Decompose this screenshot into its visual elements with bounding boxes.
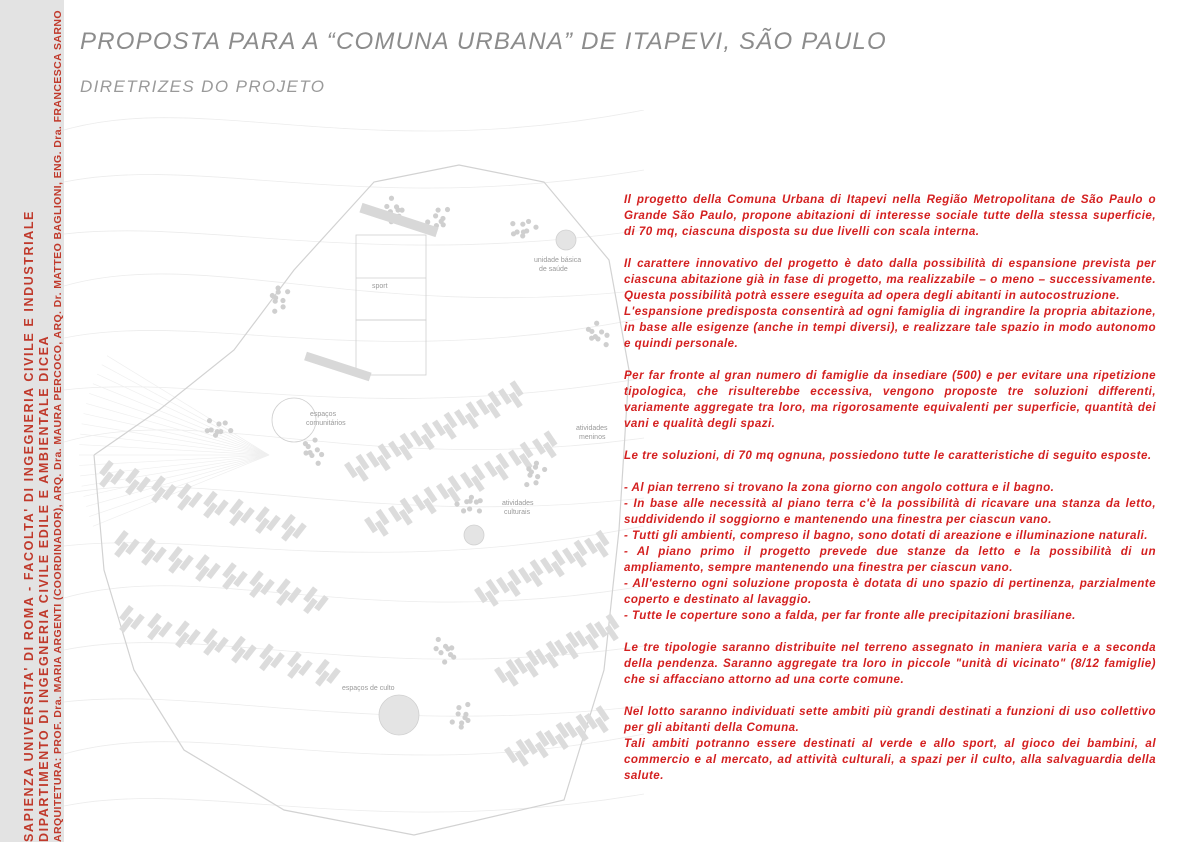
housing-cluster (460, 464, 491, 496)
housing-cluster (170, 620, 201, 652)
housing-cluster (364, 509, 395, 541)
label-culto: espaços de culto (342, 685, 395, 692)
tree (542, 467, 547, 472)
tree (524, 482, 529, 487)
tree (436, 637, 441, 642)
tree (384, 204, 389, 209)
tree (216, 421, 221, 426)
paragraph-expansion: L'espansione predisposta consentirà ad ogni famiglia di ingrandire la propria abitazione, in base alle esigenze (anche in tempi diversi), e realizzare tale spazio in modo autonomo e quindi personale. (624, 305, 1156, 350)
tree (273, 299, 278, 304)
linear-blocks (304, 203, 438, 381)
university-line: SAPIENZA UNIVERSITA' DI ROMA - FACOLTA' DI INGEGNERIA CIVILE E INDUSTRIALE (22, 210, 36, 842)
tree (218, 429, 223, 434)
housing-cluster (436, 475, 467, 507)
tree (309, 453, 314, 458)
tree (534, 461, 539, 466)
tree (467, 506, 472, 511)
paragraph-intro: Il progetto della Comuna Urbana di Itapevi nella Região Metropolitana de São Paulo o Grande São Paulo, propone abitazioni di interesse sociale tutte della stessa superficie, di 70 mq, ciascuna disposta su due livelli con scala interna. (624, 193, 1156, 238)
housing-cluster (109, 530, 140, 562)
label-meninos: atividades (576, 425, 608, 432)
housing-cluster (532, 430, 563, 462)
ray-line (89, 393, 269, 455)
housing-cluster (388, 498, 419, 530)
tree (394, 204, 399, 209)
list-item: - Tutte le coperture sono a falda, per far fronte alle precipitazioni brasiliane. (624, 609, 1076, 622)
tree (434, 646, 439, 651)
tree (526, 466, 531, 471)
tree (303, 450, 308, 455)
ray-line (93, 384, 269, 455)
tree (604, 342, 609, 347)
contour-line (64, 170, 644, 188)
tree (280, 304, 285, 309)
housing-cluster (226, 636, 257, 668)
project-description (624, 192, 1156, 800)
housing-cluster (412, 486, 443, 518)
contour-line (64, 378, 644, 398)
label-sport: sport (372, 283, 388, 290)
terrain-contours (64, 110, 644, 812)
housing-cluster (190, 554, 221, 586)
list-item: - All'esterno ogni soluzione proposta è dotata di uno spazio di pertinenza, parzialmente coperto e destinato al lavaggio. (624, 577, 1156, 606)
housing-cluster (584, 705, 615, 737)
housing-cluster (198, 628, 229, 660)
tree (205, 428, 210, 433)
tree (441, 222, 446, 227)
site-plan (64, 110, 644, 842)
tree (604, 333, 609, 338)
tree (594, 321, 599, 326)
tree (312, 437, 317, 442)
label-culturais-2: culturais (504, 509, 531, 516)
tree (533, 480, 538, 485)
tree (456, 705, 461, 710)
tree (445, 207, 450, 212)
tree (454, 501, 459, 506)
tree (464, 499, 469, 504)
paragraph-solutions: Le tre soluzioni, di 70 mq ognuna, possiedono tutte le caratteristiche di seguito esposte. (624, 449, 1152, 462)
tree (465, 702, 470, 707)
paragraph-typologies: Le tre tipologie saranno distribuite nel terreno assegnato in maniera varia e a seconda della pendenza. Saranno aggregate tra loro in piccole "unità di vicinato" (8/12 famiglie) che si affacciano attorno ad una corte comune. (624, 641, 1156, 686)
sidebar-credits (0, 0, 64, 842)
contour-line (64, 430, 644, 450)
tree (595, 336, 600, 341)
tree (285, 289, 290, 294)
contour-line (64, 794, 644, 812)
tree (449, 645, 454, 650)
label-culturais: atividades (502, 500, 534, 507)
tree (223, 420, 228, 425)
tree (270, 293, 275, 298)
characteristics-list (624, 480, 1156, 624)
tree (451, 655, 456, 660)
tree (599, 329, 604, 334)
tree (438, 650, 443, 655)
ray-line (97, 374, 269, 455)
tree (520, 233, 525, 238)
housing-cluster (114, 605, 145, 637)
contour-line (64, 110, 644, 131)
list-item: - Tutti gli ambienti, compreso il bagno, sono dotati di areazione e illuminazione naturali. (624, 529, 1148, 542)
paragraph-ambits: Nel lotto saranno individuati sette ambiti più grandi destinati a funzioni di uso collettivo per gli abitanti della Comuna. (624, 705, 1156, 734)
tree (316, 461, 321, 466)
contour-line (64, 318, 644, 341)
contour-line (64, 274, 644, 298)
tree (469, 495, 474, 500)
ray-line (93, 455, 269, 526)
housing-cluster (142, 613, 173, 645)
page-title: PROPOSTA PARA A “COMUNA URBANA” DE ITAPEVI, SÃO PAULO (80, 28, 887, 55)
tree (478, 498, 483, 503)
tree (477, 508, 482, 513)
credits-line: ARQUITETURA: PROF. Dra. MARIA ARGENTI (COORDINADOR), ARQ. Dra. MAURA PERCOCO, ARQ. Dr. MATTEO BAGLIONI, ENG. Dra. FRANCESCA SARNO (52, 10, 64, 842)
tree (436, 207, 441, 212)
label-comunitarios: espaços (310, 411, 337, 418)
label-ubs: unidade básica (534, 257, 582, 264)
tree (533, 225, 538, 230)
housing-cluster (244, 570, 275, 602)
tree (511, 231, 516, 236)
tree (443, 644, 448, 649)
tree (456, 711, 461, 716)
tree (315, 447, 320, 452)
ray-line (102, 365, 269, 455)
label-ubs-2: de saúde (539, 266, 568, 273)
tree (450, 719, 455, 724)
tree (319, 452, 324, 457)
housing-cluster (498, 380, 529, 412)
housing-cluster (163, 546, 194, 578)
tree (459, 724, 464, 729)
tree (465, 718, 470, 723)
tree (586, 327, 591, 332)
tree (520, 222, 525, 227)
tree (510, 221, 515, 226)
tree (213, 433, 218, 438)
tree (463, 712, 468, 717)
tree (527, 472, 532, 477)
tree (461, 508, 466, 513)
housing-cluster (310, 659, 341, 691)
housing-cluster (282, 651, 313, 683)
tree (303, 441, 308, 446)
housing-cluster (271, 578, 302, 610)
tree (207, 418, 212, 423)
tree (280, 298, 285, 303)
housing-cluster (584, 530, 615, 562)
list-item: - In base alle necessità al piano terra c'è la possibilità di ricavare una stanza da letto, suddividendo il soggiorno e mantenendo una finestra per ciascun vano. (624, 497, 1156, 526)
tree (589, 336, 594, 341)
label-comunitarios-2: comunitários (306, 420, 346, 427)
housing-cluster (298, 586, 329, 618)
contour-line (64, 586, 644, 602)
contour-line (64, 487, 644, 507)
tree (272, 309, 277, 314)
tree (524, 228, 529, 233)
tree (440, 216, 445, 221)
paragraph-innovation: Il carattere innovativo del progetto è dato dalla possibilità di espansione prevista per ciascuna abitazione già in fase di progetto, ma realizzabile – o meno – successivamente. Questa possibilità potrà essere eseguita ad opera degli abitanti in autocostruzione. (624, 257, 1156, 302)
contour-line (64, 699, 644, 716)
department-line: DIPARTIMENTO DI INGEGNERIA CIVILE EDILE E AMBIENTALE DICEA (37, 334, 51, 842)
tree (433, 213, 438, 218)
tree (389, 196, 394, 201)
tree (442, 659, 447, 664)
tree (399, 208, 404, 213)
housing-cluster (594, 613, 625, 645)
list-item: - Al pian terreno si trovano la zona giorno con angolo cottura e il bagno. (624, 481, 1055, 494)
paragraph-families: Per far fronte al gran numero di famiglie da insediare (500) e per evitare una ripetizione tipologica, che risulterebbe eccessiva, vengono proposte tre soluzioni differenti, variamente aggregate tra loro, ma rigorosamente equivalenti per superficie, quantità dei vani e qualità degli spazi. (624, 369, 1156, 430)
paragraph-functions: Tali ambiti potranno essere destinati al verde e allo sport, al gioco dei bambini, al commercio e al mercato, ad attività culturali, a spazi per il culto, alla salvaguardia della salute. (624, 737, 1156, 782)
sport-fields (356, 235, 426, 375)
tree (535, 474, 540, 479)
housing-cluster (484, 453, 515, 485)
page-subtitle: DIRETRIZES DO PROJETO (80, 77, 326, 96)
label-meninos-2: meninos (579, 434, 606, 441)
tree (228, 428, 233, 433)
tree (275, 285, 280, 290)
list-item: - Al piano primo il progetto prevede due stanze da letto e la possibilità di un ampliamento, sempre mantenendo una finestra per ciascun vano. (624, 545, 1156, 574)
tree (526, 219, 531, 224)
